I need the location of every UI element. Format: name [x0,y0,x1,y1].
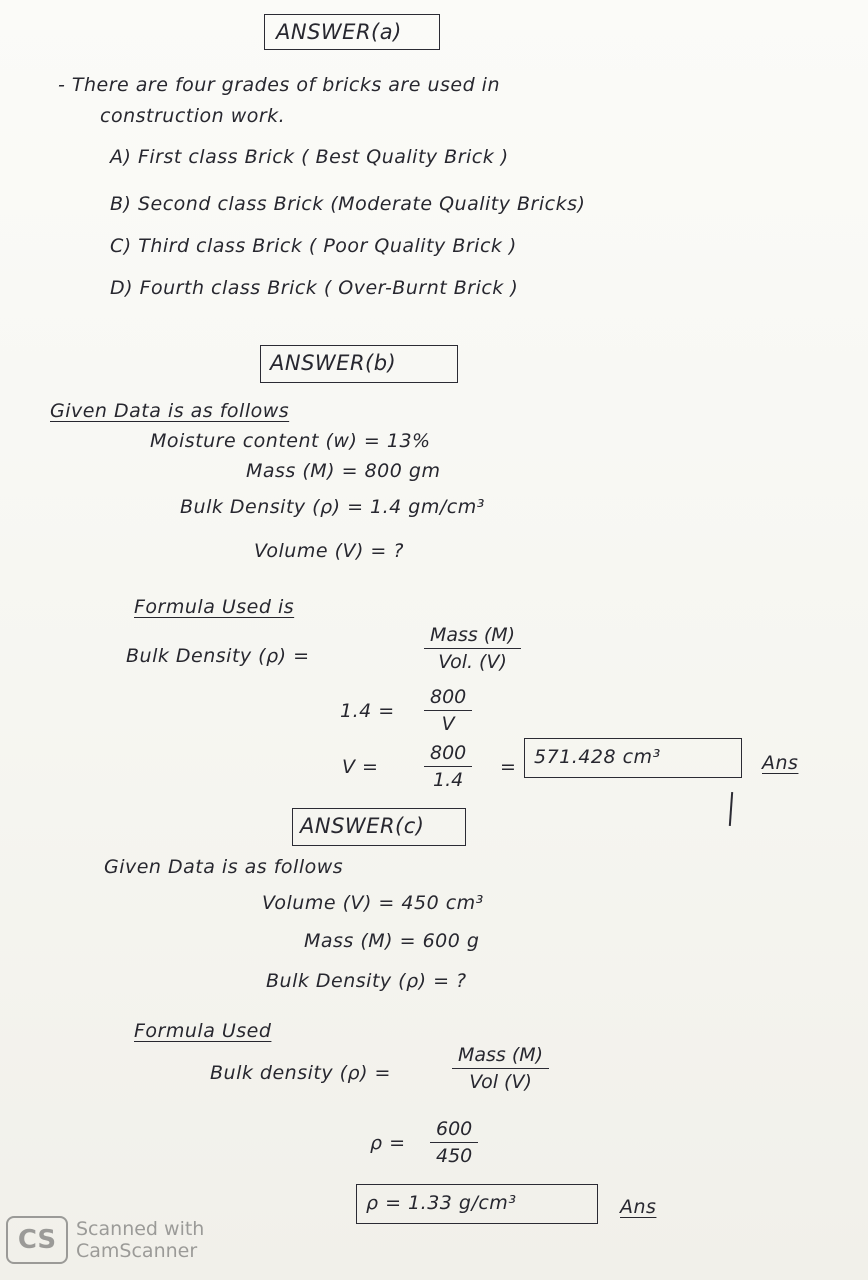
given-bulk-density: Bulk Density (ρ) = 1.4 gm/cm³ [180,496,485,518]
answer-a-heading: ANSWER(a) [276,20,402,44]
answer-c-step1-numerator: 600 [430,1118,478,1143]
answer-b-step1-lhs: 1.4 = [340,700,395,722]
answer-b-step1-fraction [424,686,472,735]
given-bulk-density-unknown: Bulk Density (ρ) = ? [266,970,467,992]
answer-b-step2-denominator: 1.4 [433,769,464,791]
answer-b-step2-equals: = [500,756,517,778]
answer-b-formula-numerator: Mass (M) [424,624,521,649]
answer-c-step1-lhs: ρ = [370,1132,406,1154]
answer-c-formula-fraction [452,1044,549,1093]
answer-b-formula-lhs: Bulk Density (ρ) = [126,645,310,667]
brick-grade-d: D) Fourth class Brick ( Over-Burnt Brick ) [110,277,519,299]
answer-c-heading: ANSWER(c) [300,814,425,838]
brick-grade-a: A) First class Brick ( Best Quality Brick ) [110,146,509,168]
answer-b-heading: ANSWER(b) [270,351,397,375]
answer-b-result: 571.428 cm³ [534,746,661,768]
camscanner-text [76,1218,204,1262]
given-mass: Mass (M) = 800 gm [246,460,441,482]
given-volume-unknown: Volume (V) = ? [254,540,404,562]
camscanner-logo: CS [6,1216,68,1264]
given-mass-c: Mass (M) = 600 g [304,930,480,952]
answer-c-formula-lhs: Bulk density (ρ) = [210,1062,391,1084]
answer-b-formula-fraction [424,624,521,673]
answer-b-step2-numerator: 800 [424,742,472,767]
answer-b-ans-label: Ans [762,752,799,774]
answer-b-tick-mark [729,792,733,826]
watermark-line1: Scanned with [76,1218,205,1240]
answer-b-step2-fraction [424,742,472,791]
brick-grade-b: B) Second class Brick (Moderate Quality Bricks) [110,193,586,215]
given-volume: Volume (V) = 450 cm³ [262,892,484,914]
answer-b-step2-lhs: V = [342,756,379,778]
answer-a-intro-line2: construction work. [100,105,286,127]
answer-c-formula-numerator: Mass (M) [452,1044,549,1069]
answer-b-formula-denominator: Vol. (V) [438,651,507,673]
answer-c-formula-denominator: Vol (V) [469,1071,532,1093]
answer-b-given-title: Given Data is as follows [50,400,290,422]
brick-grade-c: C) Third class Brick ( Poor Quality Brick ) [110,235,517,257]
answer-c-step1-denominator: 450 [436,1145,473,1167]
answer-c-given-title: Given Data is as follows [104,856,344,878]
answer-b-step1-denominator: V [441,713,455,735]
answer-b-step1-numerator: 800 [424,686,472,711]
watermark-line2: CamScanner [76,1240,198,1262]
camscanner-watermark [6,1216,204,1264]
answer-c-result: ρ = 1.33 g/cm³ [366,1192,517,1214]
answer-a-intro-line1: - There are four grades of bricks are used in [58,74,500,96]
answer-b-formula-title: Formula Used is [134,596,295,618]
answer-c-ans-label: Ans [620,1196,657,1218]
answer-c-step1-fraction [430,1118,478,1167]
answer-c-formula-title: Formula Used [134,1020,272,1042]
given-moisture-content: Moisture content (w) = 13% [150,430,431,452]
